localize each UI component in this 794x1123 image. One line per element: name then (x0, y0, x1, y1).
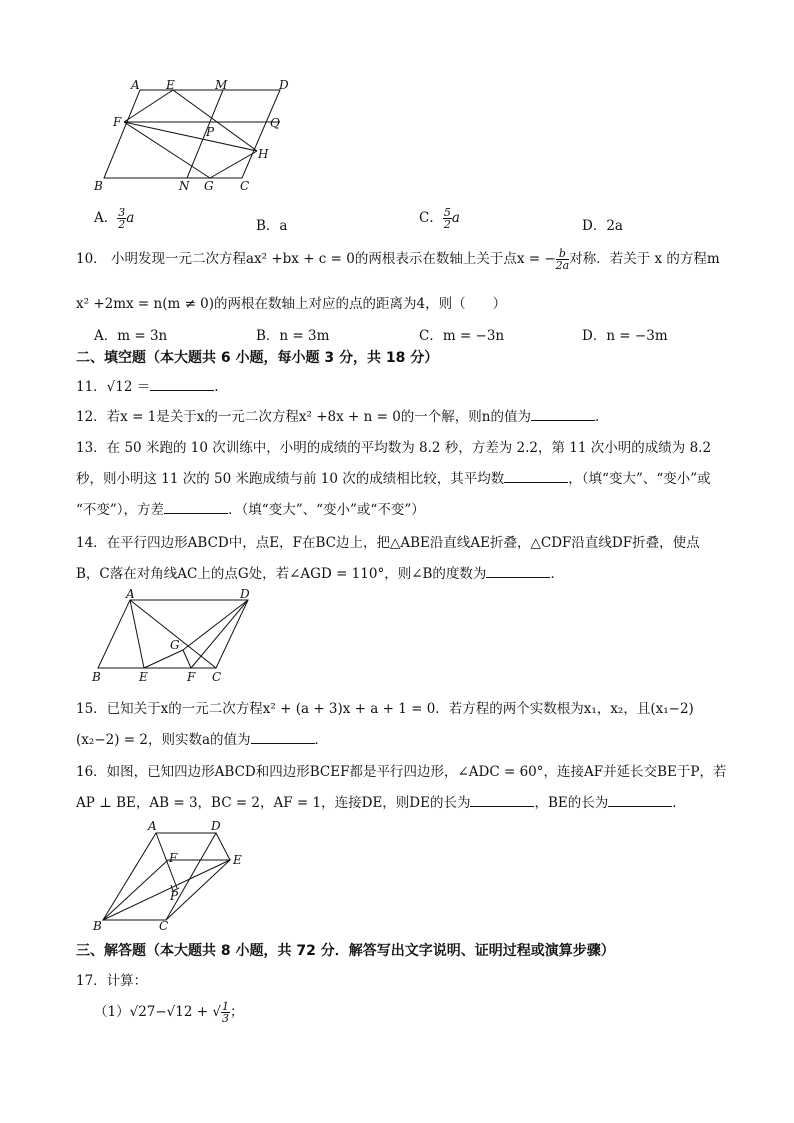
q11-answer-blank[interactable] (150, 377, 214, 391)
q15-answer-blank[interactable] (251, 730, 315, 744)
q13-mean-blank[interactable] (504, 469, 568, 483)
q10-option-a: A．m = 3n (94, 328, 168, 344)
q16-line1: 16．如图，已知四边形ABCD和四边形BCEF都是平行四边形，∠ADC = 60°，连接AF并延长交BE于P，若 (76, 764, 727, 780)
label-e: E (233, 853, 242, 867)
label-b: B (92, 670, 101, 684)
label-a: A (131, 78, 140, 92)
q13-line1: 13．在 50 米跑的 10 次训练中，小明的成绩的平均数为 8.2 秒，方差为 2.2，第 11 次小明的成绩为 8.2 (76, 440, 712, 456)
q9-option-b: B．a (256, 218, 288, 234)
q15-line2: (x₂−2) = 2，则实数a的值为 ． (76, 732, 328, 748)
q10-option-d: D．n = −3m (582, 328, 668, 344)
label-g: G (170, 638, 180, 652)
q14-line2: B，C落在对角线AC上的点G处，若∠AGD = 110°，则∠B的度数为 ． (76, 566, 564, 582)
q17-title: 17．计算： (76, 973, 148, 989)
label-d: D (279, 78, 289, 92)
label-m: M (215, 78, 228, 92)
q9-figure (90, 78, 300, 196)
section-2-heading: 二、填空题（本大题共 6 小题，每小题 3 分，共 18 分） (76, 350, 439, 366)
label-f: F (113, 115, 122, 129)
label-n: N (179, 179, 190, 193)
label-p: P (206, 125, 215, 139)
q16-de-blank[interactable] (470, 793, 534, 807)
label-c: C (240, 179, 250, 193)
q11: 11．√12 ＝ . (76, 379, 219, 395)
label-a: A (148, 819, 157, 833)
label-b: B (93, 919, 102, 933)
q16-be-blank[interactable] (608, 793, 672, 807)
q14-line1: 14．在平行四边形ABCD中，点E，F在BC边上，把△ABE沿直线AE折叠，△CDF沿直线DF折叠，使点 (76, 535, 700, 551)
q14-answer-blank[interactable] (486, 564, 550, 578)
section-3-heading: 三、解答题（本大题共 8 小题，共 72 分．解答写出文字说明、证明过程或演算步骤） (76, 943, 615, 959)
label-e: E (139, 670, 148, 684)
label-e: E (166, 78, 175, 92)
q17-part1: （1）√27−√12 + √ $\frac{1}{3}$ ； (94, 1000, 244, 1025)
label-h: H (258, 147, 269, 161)
q13-variance-blank[interactable] (164, 500, 228, 514)
label-f: F (187, 670, 196, 684)
label-a: A (126, 588, 135, 601)
label-g: G (204, 179, 214, 193)
parallelogram-abcd (103, 833, 216, 920)
q9-option-c: C． $\frac{5}{2}$ a (419, 206, 460, 231)
q10-line2: x² +2mx = n(m ≠ 0)的两根在数轴上对应的点的距离为4，则（ ） (76, 296, 507, 312)
q10-option-c: C．m = −3n (419, 328, 505, 344)
q10-option-b: B．n = 3m (256, 328, 330, 344)
q12-answer-blank[interactable] (531, 407, 595, 421)
q15-line1: 15．已知关于x的一元二次方程x² + (a + 3)x + a + 1 = 0．若方程的两个实数根为x₁，x₂，且(x₁−2) (76, 701, 694, 717)
q9-option-a: A． $\frac{3}{2}$ a (94, 206, 135, 231)
q13-line3: “不变”），方差 ．（填“变大”、“变小”或“不变”） (76, 502, 425, 518)
label-p: P (170, 889, 179, 903)
q14-figure (88, 588, 256, 684)
label-d: D (211, 819, 221, 833)
q9-option-d: D．2a (582, 218, 623, 234)
label-c: C (159, 919, 169, 933)
q10-line1: 10． 小明发现一元二次方程ax² +bx + c = 0的两根表示在数轴上关于点x = − $\frac{b}{2a}$ 对称．若关于 x 的方程m (76, 247, 720, 272)
label-b: B (94, 179, 103, 193)
q13-line2: 秒，则小明这 11 次的 50 米跑成绩与前 10 次的成绩相比较，其平均数 ，（填“变大”、“变小”或 (76, 471, 711, 487)
q16-line2: AP ⊥ BE，AB = 3，BC = 2，AF = 1，连接DE，则DE的长为 ，BE的长为 ． (76, 795, 686, 811)
label-f: F (169, 851, 178, 865)
label-c: C (212, 670, 222, 684)
label-d: D (240, 588, 250, 601)
q16-figure (90, 816, 250, 934)
q12: 12．若x = 1是关于x的一元二次方程x² +8x + n = 0的一个解，则n的值为 ． (76, 409, 609, 425)
label-q: Q (270, 116, 280, 130)
